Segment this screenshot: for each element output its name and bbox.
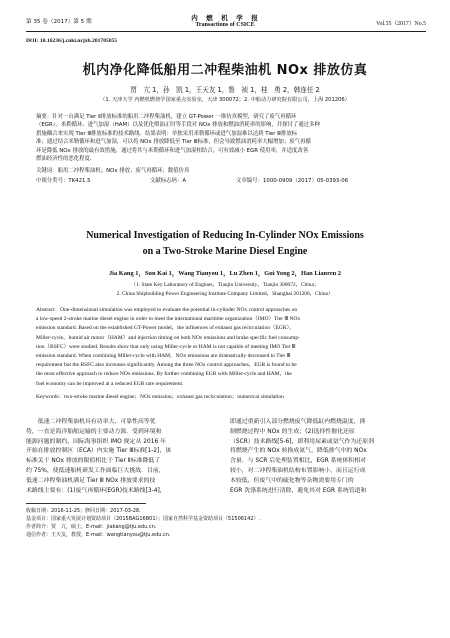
abstract-zh-line: 燃油经济性的恶化程度． xyxy=(36,156,96,163)
affiliation-zh: （1. 天津大学 内燃机燃烧学国家重点实验室，天津 300072；2. 中船动力研究院有限公司，上海 201206） xyxy=(100,97,350,103)
abstract-zh-line: 准；通过结合米勒循环和进气加湿，可以将 NOx 排放降低至 Tier Ⅲ标准，但会导致燃油消耗率大幅增加；废气再循 xyxy=(36,139,311,146)
document-code: 文献标志码：A xyxy=(150,178,187,184)
abstract-en-line: fuel economy can be improved at a reduced EGR rate requirement. xyxy=(36,380,184,387)
abstract-zh xyxy=(36,113,418,163)
body-line: 低速二冲程柴油机满足 Tier Ⅲ NOx 排放要求的技 xyxy=(26,477,156,484)
journal-name-en: Transactions of CSICE xyxy=(195,22,255,28)
body-column-right xyxy=(230,418,426,496)
abstract-zh-line: （EGR）、米勒循环、进气加湿（HAM）以及优化喷油正时等手段对 NOx 排放和燃油消耗率的影响，并探讨了通过多种 xyxy=(36,122,320,129)
clc-number: 中图分类号：TK421.5 xyxy=(36,178,91,184)
body-column-left xyxy=(26,418,222,496)
affiliation-en-line-1: （1. State Key Laboratory of Engines，Tianjin University，Tianjin 300072，China； xyxy=(130,282,320,288)
body-line: 即通过重新引入部分燃烧废气降低缸内燃烧温度，抑 xyxy=(230,419,366,425)
abstract-en-line: emission standard. When combining Miller-cycle with HAM，NOx emissions are dramatically decreased to Tier Ⅲ xyxy=(36,353,291,360)
abstract-en-line: Abstract：One-dimensional simulation was employed to evaluate the potential in-cylinder NOx control approaches on xyxy=(36,307,298,313)
header-volume-zh: 第 35 卷（2017）第 5 期 xyxy=(26,19,92,25)
article-id: 文章编号：1000-0909（2017）05-0393-06 xyxy=(236,178,349,184)
authors-en: Jia Kang 1，Sun Kai 1，Wang Tianyou 1，Lu Zhen 1，Gui Yong 2，Han Lianren 2 xyxy=(108,270,342,277)
keywords-en: Keywords：two-stroke marine diesel engine；NOx emission；exhaust gas recirculation；numerical simulation xyxy=(36,394,284,400)
body-line: 本较低，但废气中的硫化物等杂物需要用专门的 xyxy=(230,477,354,484)
body-line: 开始在排放控制区（ECA）内实施 Tier Ⅲ标准[1-2]，该 xyxy=(26,448,172,455)
header-rule xyxy=(26,31,426,32)
body-line: EGR 洗涤系统进行清除，避免其对 EGR 系统管道和 xyxy=(230,487,367,494)
header-volume-en: Vol.35（2017）No.5 xyxy=(376,21,426,27)
title-zh: 机内净化降低船用二冲程柴油机 NOx 排放仿真 xyxy=(82,63,368,78)
body-line: 势，一直是海洋船舶运输的主要动力源．受到环境和 xyxy=(26,428,162,435)
abstract-en-line: Miller-cycle，humid air motor（HAM）and injection timing on both NOx emissions and brake specific fuel consump- xyxy=(36,334,300,341)
body-line: 标准关于 NOx 排放的限值相比于 Tier Ⅱ标准降低了 xyxy=(26,458,161,465)
body-line: 术路线主要有：(1)废气再循环(EGR)技术路线[3-4]， xyxy=(26,487,166,494)
body-line: 能源问题的制约，国际海事组织 IMO 规定从 2016 年 xyxy=(26,438,166,445)
abstract-en-line: the most effective approach to reduce NOx emissions. By further combining EGR with Miller-cycle and HAM，the xyxy=(36,371,292,378)
footnotes xyxy=(26,507,426,539)
body-line: （SCR）技术路线[5-6]，即利用尿素或氨气作为还原剂 xyxy=(230,438,374,445)
doi: DOI: 10.16236/j.cnki.nrjxb.201705055 xyxy=(26,38,118,44)
journal-name-zh: 内 燃 机 学 报 xyxy=(191,14,259,22)
abstract-en-line: requirement but the BSFC also increases significantly. Among the three NOx control approaches，EGR is found to be xyxy=(36,362,297,369)
body-line: 将燃烧产生的 NOx 转换成氮气，降低排气中的 NOx xyxy=(230,448,367,455)
authors-zh: 贾 亢 1，孙 凯 1，王天友 1，鲁 祯 1，桂 勇 2，韩连任 2 xyxy=(130,86,320,94)
body-line: 较小，对二冲程柴油机结构布置影响小，而且运行成 xyxy=(230,467,366,474)
footnote-received: 收稿日期：2016-11-25；修回日期：2017-03-28. xyxy=(26,508,141,514)
body-line: 含量．与 SCR 后处理装置相比，EGR 系统体积相对 xyxy=(230,458,366,465)
abstract-en-line: tion（BSFC）were studied. Results show that only using Miller-cycle or HAM is not capable of meeting IMO Tier Ⅲ xyxy=(36,343,296,350)
footnote-funding: 基金项目：国家重大发展计划资助项目（2015BAG16B01）；国家自然科学基金资助项目（51506142）. xyxy=(26,516,261,522)
abstract-en-line: emission standard. Based on the established GT-Power model，the influences of exhaust gas recirculation（EGR）， xyxy=(36,325,295,332)
abstract-zh-line: 摘要：针对一台满足 Tier Ⅱ排放标准的船用二冲程柴油机，建立 GT-Power 一维仿真模型，研究了废气再循环 xyxy=(36,114,297,120)
abstract-zh-line: 措施耦合来实现 Tier Ⅲ排放标准的技术路线．结果表明：单独采用米勒循环或进气加湿难以达到 Tier Ⅲ排放标 xyxy=(36,130,298,137)
title-en-line-1: Numerical Investigation of Reducing In-Cylinder NOx Emissions xyxy=(86,230,364,241)
footnote-author: 作者简介：贾 亢，硕士，E-mail：jiakang@tju.edu.cn. xyxy=(26,524,157,530)
affiliation-en-line-2: 2. China Shipbuilding Power Engineering Institute Company Limited，Shanghai 201206，China） xyxy=(116,291,334,297)
abstract-en xyxy=(36,306,418,389)
body-line: 约 75%，使低速船机研发工作面临巨大挑战．目前， xyxy=(26,467,165,474)
body-line: 制燃烧过程中 NOx 的生成；(2)选择性催化还原 xyxy=(230,428,355,435)
abstract-zh-line: 环是降低 NOx 排放的最有效措施，通过将其与米勒循环和进气加湿相结合，可有效减小 EGR 使用率，并适度改善 xyxy=(36,147,309,154)
footnote-rule xyxy=(26,503,146,504)
keywords-zh: 关键词：船用二冲程柴油机；NOx 排放；废气再循环；数值仿真 xyxy=(36,168,190,174)
footnote-corresponding: 通信作者：王天友，教授，E-mail：wangtianyou@tju.edu.cn. xyxy=(26,532,171,538)
body-line: 低速二冲程柴油机具有功率大、可靠性高等优 xyxy=(26,419,156,425)
title-en-line-2: on a Two-Stroke Marine Diesel Engine xyxy=(142,246,308,257)
abstract-en-line: a low-speed 2-stroke marine diesel engine in order to meet the international maritime organization（IMO）Tier Ⅲ NOx xyxy=(36,316,301,323)
